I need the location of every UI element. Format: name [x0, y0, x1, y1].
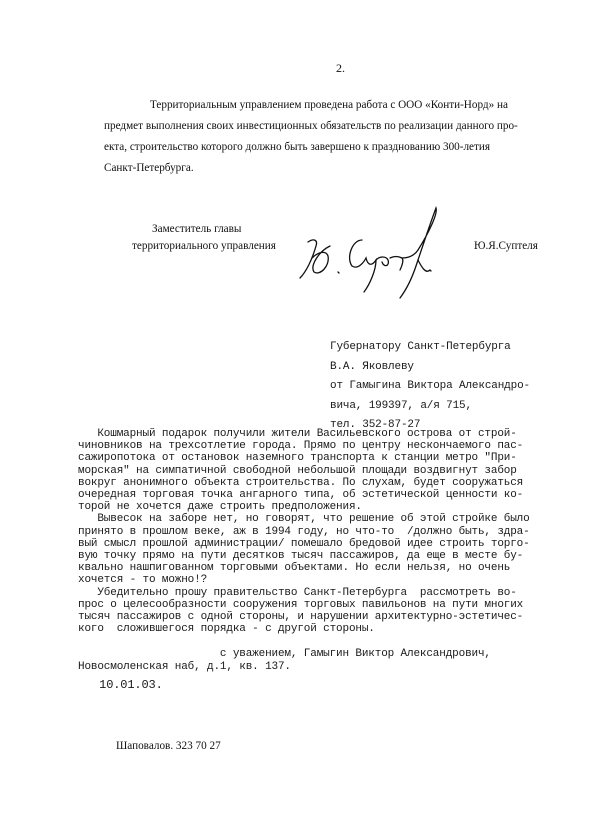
body-line: морская" на симпатичной свободной небольшой площади воздвигнут забор: [78, 464, 517, 477]
sender-address-line: Новосмоленская наб, д.1, кв. 137.: [78, 660, 291, 673]
address-line: вича, 199397, а/я 715,: [330, 399, 472, 412]
body-line: принято в прошлом веке, аж в 1994 году, но что-то /должно быть, здра-: [78, 525, 530, 538]
address-line: В.А. Яковлеву: [330, 360, 414, 373]
memo-line: предмет выполнения своих инвестиционных обязательств по реализации данного про-: [104, 120, 518, 132]
body-line: Вывесок на заборе нет, но говорят, что решение об этой стройке было: [78, 513, 530, 526]
letter-body: [78, 428, 578, 691]
body-line: хочется - то можно!?: [78, 574, 208, 587]
signatory-title-2: территориального управления: [132, 240, 276, 252]
signatory-title-1: Заместитель главы: [152, 223, 242, 235]
body-line: сажиропотока от остановок наземного транспорта к станции метро "При-: [78, 452, 517, 465]
body-line: прос о целесообразности сооружения торговых павильонов на пути многих: [78, 598, 524, 611]
handwritten-signature: [290, 200, 450, 300]
body-line: вокруг анонимного объекта строительства. По слухам, будет сооружаться: [78, 476, 524, 489]
signatory-name: Ю.Я.Суптеля: [474, 240, 538, 252]
body-line: вую точку прямо на пути десятков тысяч пассажиров, да еще в месте бу-: [78, 550, 524, 563]
page-number: 2.: [336, 61, 345, 75]
body-line: Убедительно прошу правительство Санкт-Петербурга рассмотреть во-: [78, 586, 517, 599]
letter-date: 10.01.03.: [78, 677, 163, 692]
body-line: чиновников на трехсотлетие города. Прямо по центру нескончаемого пас-: [78, 440, 524, 453]
body-line: торой не хочется даже строить предположения.: [78, 501, 362, 514]
closing-line: с уважением, Гамыгин Виктор Александрович,: [78, 648, 491, 661]
body-line: очередная торговая точка ангарного типа, об эстетической ценности ко-: [78, 489, 524, 502]
body-line: вый смысл прошлой администрации/ помешало бредовой идее строить торго-: [78, 537, 530, 550]
address-line: Губернатору Санкт-Петербурга: [330, 341, 511, 353]
memo-line: Территориальным управлением проведена работа с ООО «Конти-Норд» на: [150, 99, 508, 111]
body-line: кого сложившегося порядка - с другой стороны.: [78, 623, 375, 636]
body-line: квально нашпигованном торговыми объектами. Но если нельзя, но очень: [78, 562, 511, 575]
recipient-address: [330, 338, 600, 436]
body-line: Кошмарный подарок получили жители Васильевского острова от строй-: [78, 428, 517, 440]
body-line: тысяч пассажиров с одной стороны, и нарушении архитектурно-эстетичес-: [78, 611, 524, 624]
address-line: от Гамыгина Виктора Александро-: [330, 380, 530, 392]
footer-note: Шаповалов. 323 70 27: [116, 740, 221, 752]
address-line: тел. 352-87-27: [330, 419, 421, 431]
memo-line: екта, строительство которого должно быть завершено к празднованию 300-летия: [104, 141, 491, 153]
memo-line: Санкт-Петербурга.: [104, 162, 194, 174]
